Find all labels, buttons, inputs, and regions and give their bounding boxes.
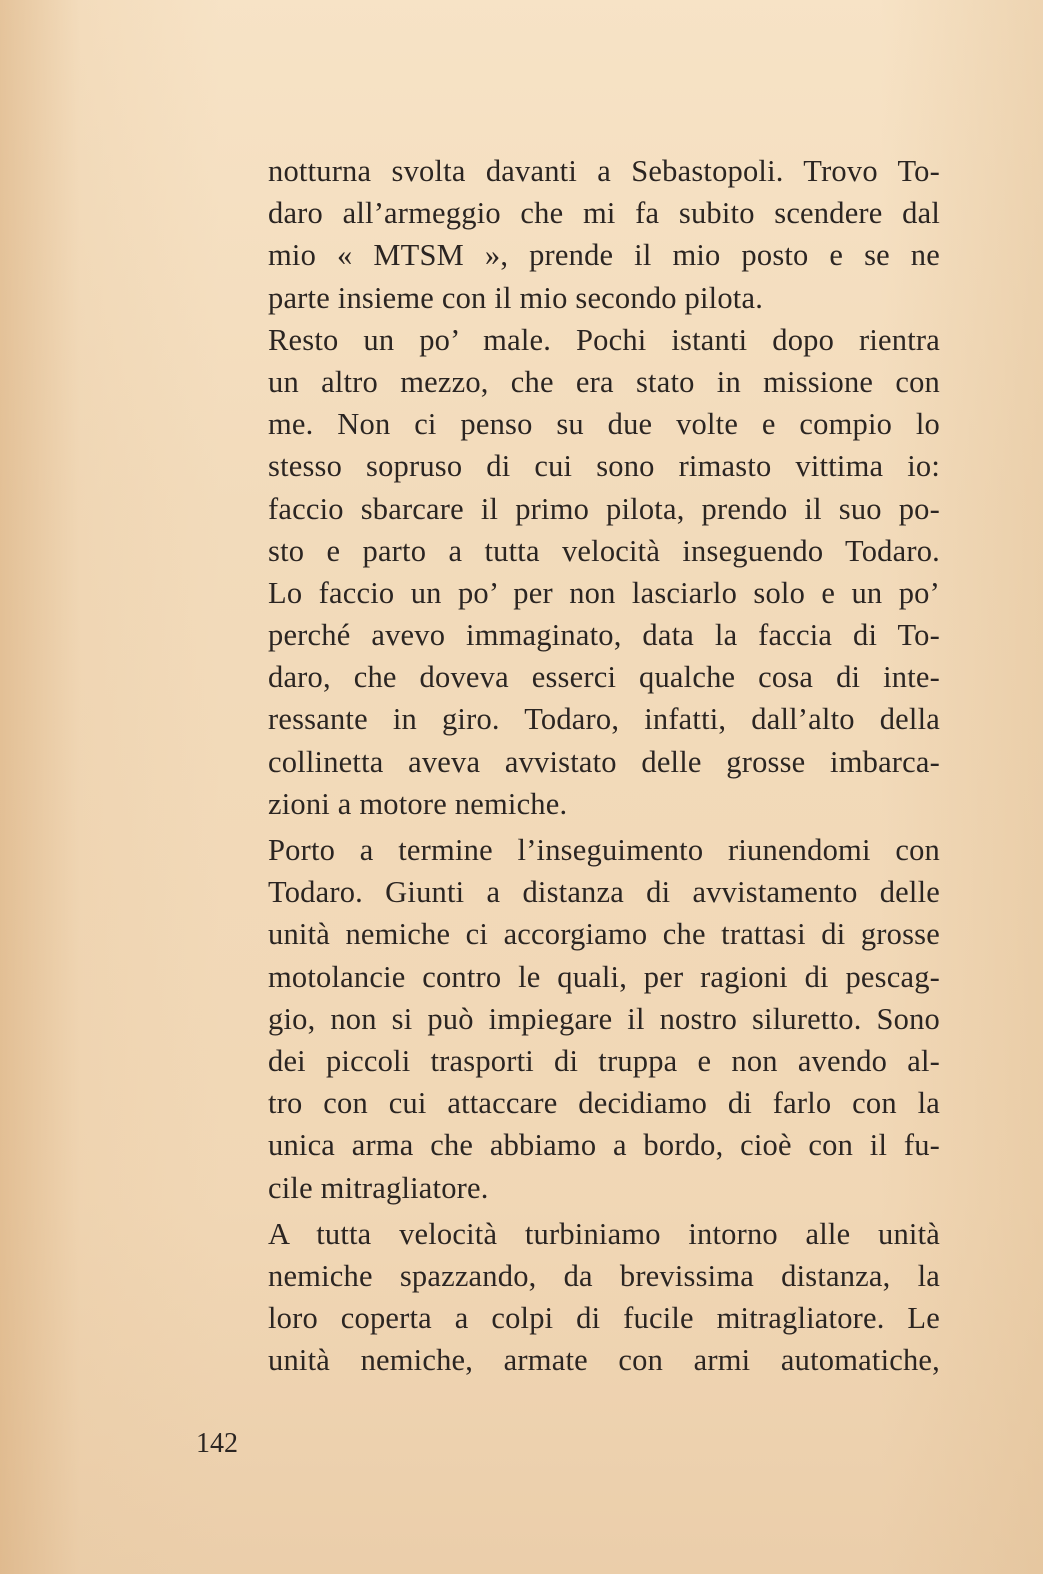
text-line: zioni a motore nemiche. bbox=[268, 786, 568, 821]
text-line: motolancie contro le quali, per ragioni di pescag- bbox=[268, 959, 940, 994]
text-line: me. Non ci penso su due volte e compio lo bbox=[268, 407, 940, 442]
body-text bbox=[268, 150, 940, 1381]
text-line: cile mitragliatore. bbox=[268, 1170, 489, 1205]
text-line: stesso sopruso di cui sono rimasto vittima io: bbox=[268, 449, 940, 484]
text-line: daro, che doveva esserci qualche cosa di inte- bbox=[268, 660, 940, 695]
text-line: A tutta velocità turbiniamo intorno alle unità bbox=[268, 1216, 940, 1251]
text-line: daro all’armeggio che mi fa subito scendere dal bbox=[268, 196, 940, 231]
text-line: gio, non si può impiegare il nostro siluretto. Sono bbox=[268, 1001, 940, 1036]
text-line: tro con cui attaccare decidiamo di farlo con la bbox=[268, 1086, 940, 1121]
text-line: nemiche spazzando, da brevissima distanza, la bbox=[268, 1258, 940, 1293]
text-line: perché avevo immaginato, data la faccia di To- bbox=[268, 618, 940, 653]
text-line: un altro mezzo, che era stato in missione con bbox=[268, 364, 940, 399]
text-line: parte insieme con il mio secondo pilota. bbox=[268, 280, 764, 315]
text-line: ressante in giro. Todaro, infatti, dall’alto della bbox=[268, 702, 940, 737]
text-line: sto e parto a tutta velocità inseguendo Todaro. bbox=[268, 533, 940, 568]
text-line: Resto un po’ male. Pochi istanti dopo rientra bbox=[268, 322, 940, 357]
text-line: Porto a termine l’inseguimento riunendomi con bbox=[268, 833, 940, 867]
text-line: notturna svolta davanti a Sebastopoli. Trovo To- bbox=[268, 154, 940, 188]
text-line: faccio sbarcare il primo pilota, prendo il suo po- bbox=[268, 491, 940, 526]
text-line: mio « MTSM », prende il mio posto e se ne bbox=[268, 238, 940, 273]
text-line: Lo faccio un po’ per non lasciarlo solo e un po’ bbox=[268, 575, 940, 610]
text-line: collinetta aveva avvistato delle grosse imbarca- bbox=[268, 744, 940, 779]
text-line: unità nemiche ci accorgiamo che trattasi di grosse bbox=[268, 917, 940, 952]
text-line: unica arma che abbiamo a bordo, cioè con il fu- bbox=[268, 1128, 940, 1163]
text-line: unità nemiche, armate con armi automatiche, bbox=[268, 1343, 940, 1378]
text-line: dei piccoli trasporti di truppa e non avendo al- bbox=[268, 1043, 940, 1078]
text-line: loro coperta a colpi di fucile mitragliatore. Le bbox=[268, 1301, 940, 1336]
page-number: 142 bbox=[196, 1428, 238, 1459]
text-line: Todaro. Giunti a distanza di avvistamento delle bbox=[268, 875, 940, 910]
